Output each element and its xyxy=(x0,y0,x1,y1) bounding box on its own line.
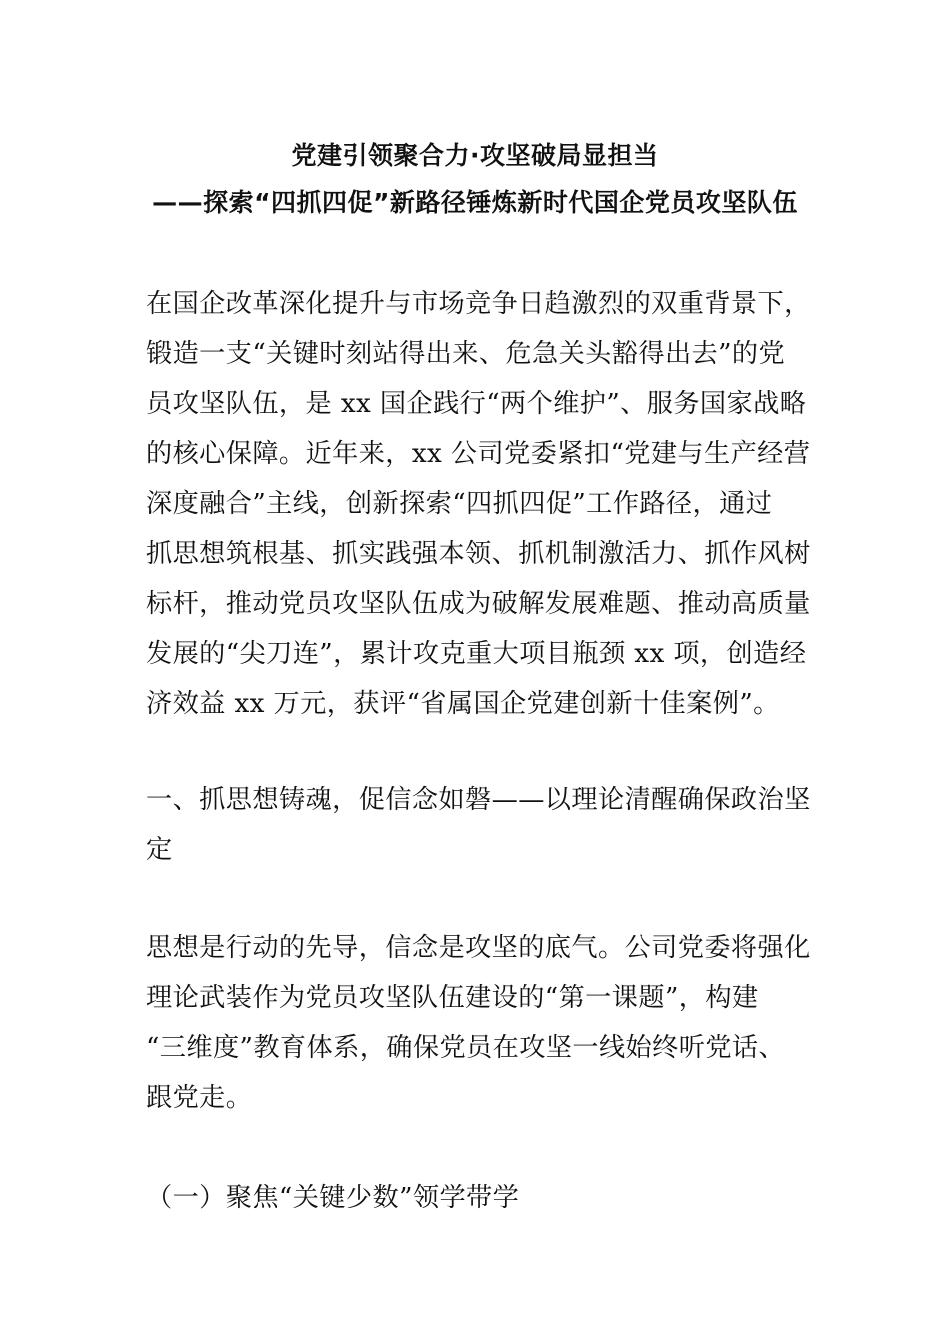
intro-paragraph xyxy=(146,279,811,729)
paragraph-line: 的核心保障。近年来，xx 公司党委紧扣“党建与生产经营 xyxy=(146,439,811,469)
paragraph-line: 跟党走。 xyxy=(146,1083,253,1113)
document-subtitle: ——探索“四抓四促”新路径锤炼新时代国企党员攻坚队伍 xyxy=(152,188,798,217)
paragraph-line: 标杆，推动党员攻坚队伍成为破解发展难题、推动高质量 xyxy=(146,589,811,619)
section-1-heading xyxy=(146,775,811,875)
heading-line: 一、抓思想铸魂，促信念如磐——以理论清醒确保政治坚 xyxy=(146,785,811,815)
paragraph-line: 锻造一支“关键时刻站得出来、危急关头豁得出去”的党 xyxy=(146,339,786,369)
paragraph-line: 济效益 xx 万元，获评“省属国企党建创新十佳案例”。 xyxy=(146,689,780,719)
paragraph-line: 发展的“尖刀连”，累计攻克重大项目瓶颈 xx 项，创造经 xyxy=(146,639,807,669)
subsection-1-heading: （一）聚焦“关键少数”领学带学 xyxy=(146,1183,520,1213)
paragraph-line: 抓思想筑根基、抓实践强本领、抓机制激活力、抓作风树 xyxy=(146,539,811,569)
heading-line: 定 xyxy=(146,835,173,865)
paragraph-line: 员攻坚队伍，是 xx 国企践行“两个维护”、服务国家战略 xyxy=(146,389,807,419)
paragraph-line: 在国企改革深化提升与市场竞争日趋激烈的双重背景下， xyxy=(146,289,811,319)
paragraph-line: “三维度”教育体系，确保党员在攻坚一线始终听党话、 xyxy=(146,1033,786,1063)
document-title: 党建引领聚合力·攻坚破局显担当 xyxy=(291,141,659,170)
section-1-paragraph xyxy=(146,923,811,1123)
paragraph-line: 理论武装作为党员攻坚队伍建设的“第一课题”，构建 xyxy=(146,983,759,1013)
paragraph-line: 深度融合”主线，创新探索“四抓四促”工作路径，通过 xyxy=(146,489,773,519)
paragraph-line: 思想是行动的先导，信念是攻坚的底气。公司党委将强化 xyxy=(146,933,811,963)
